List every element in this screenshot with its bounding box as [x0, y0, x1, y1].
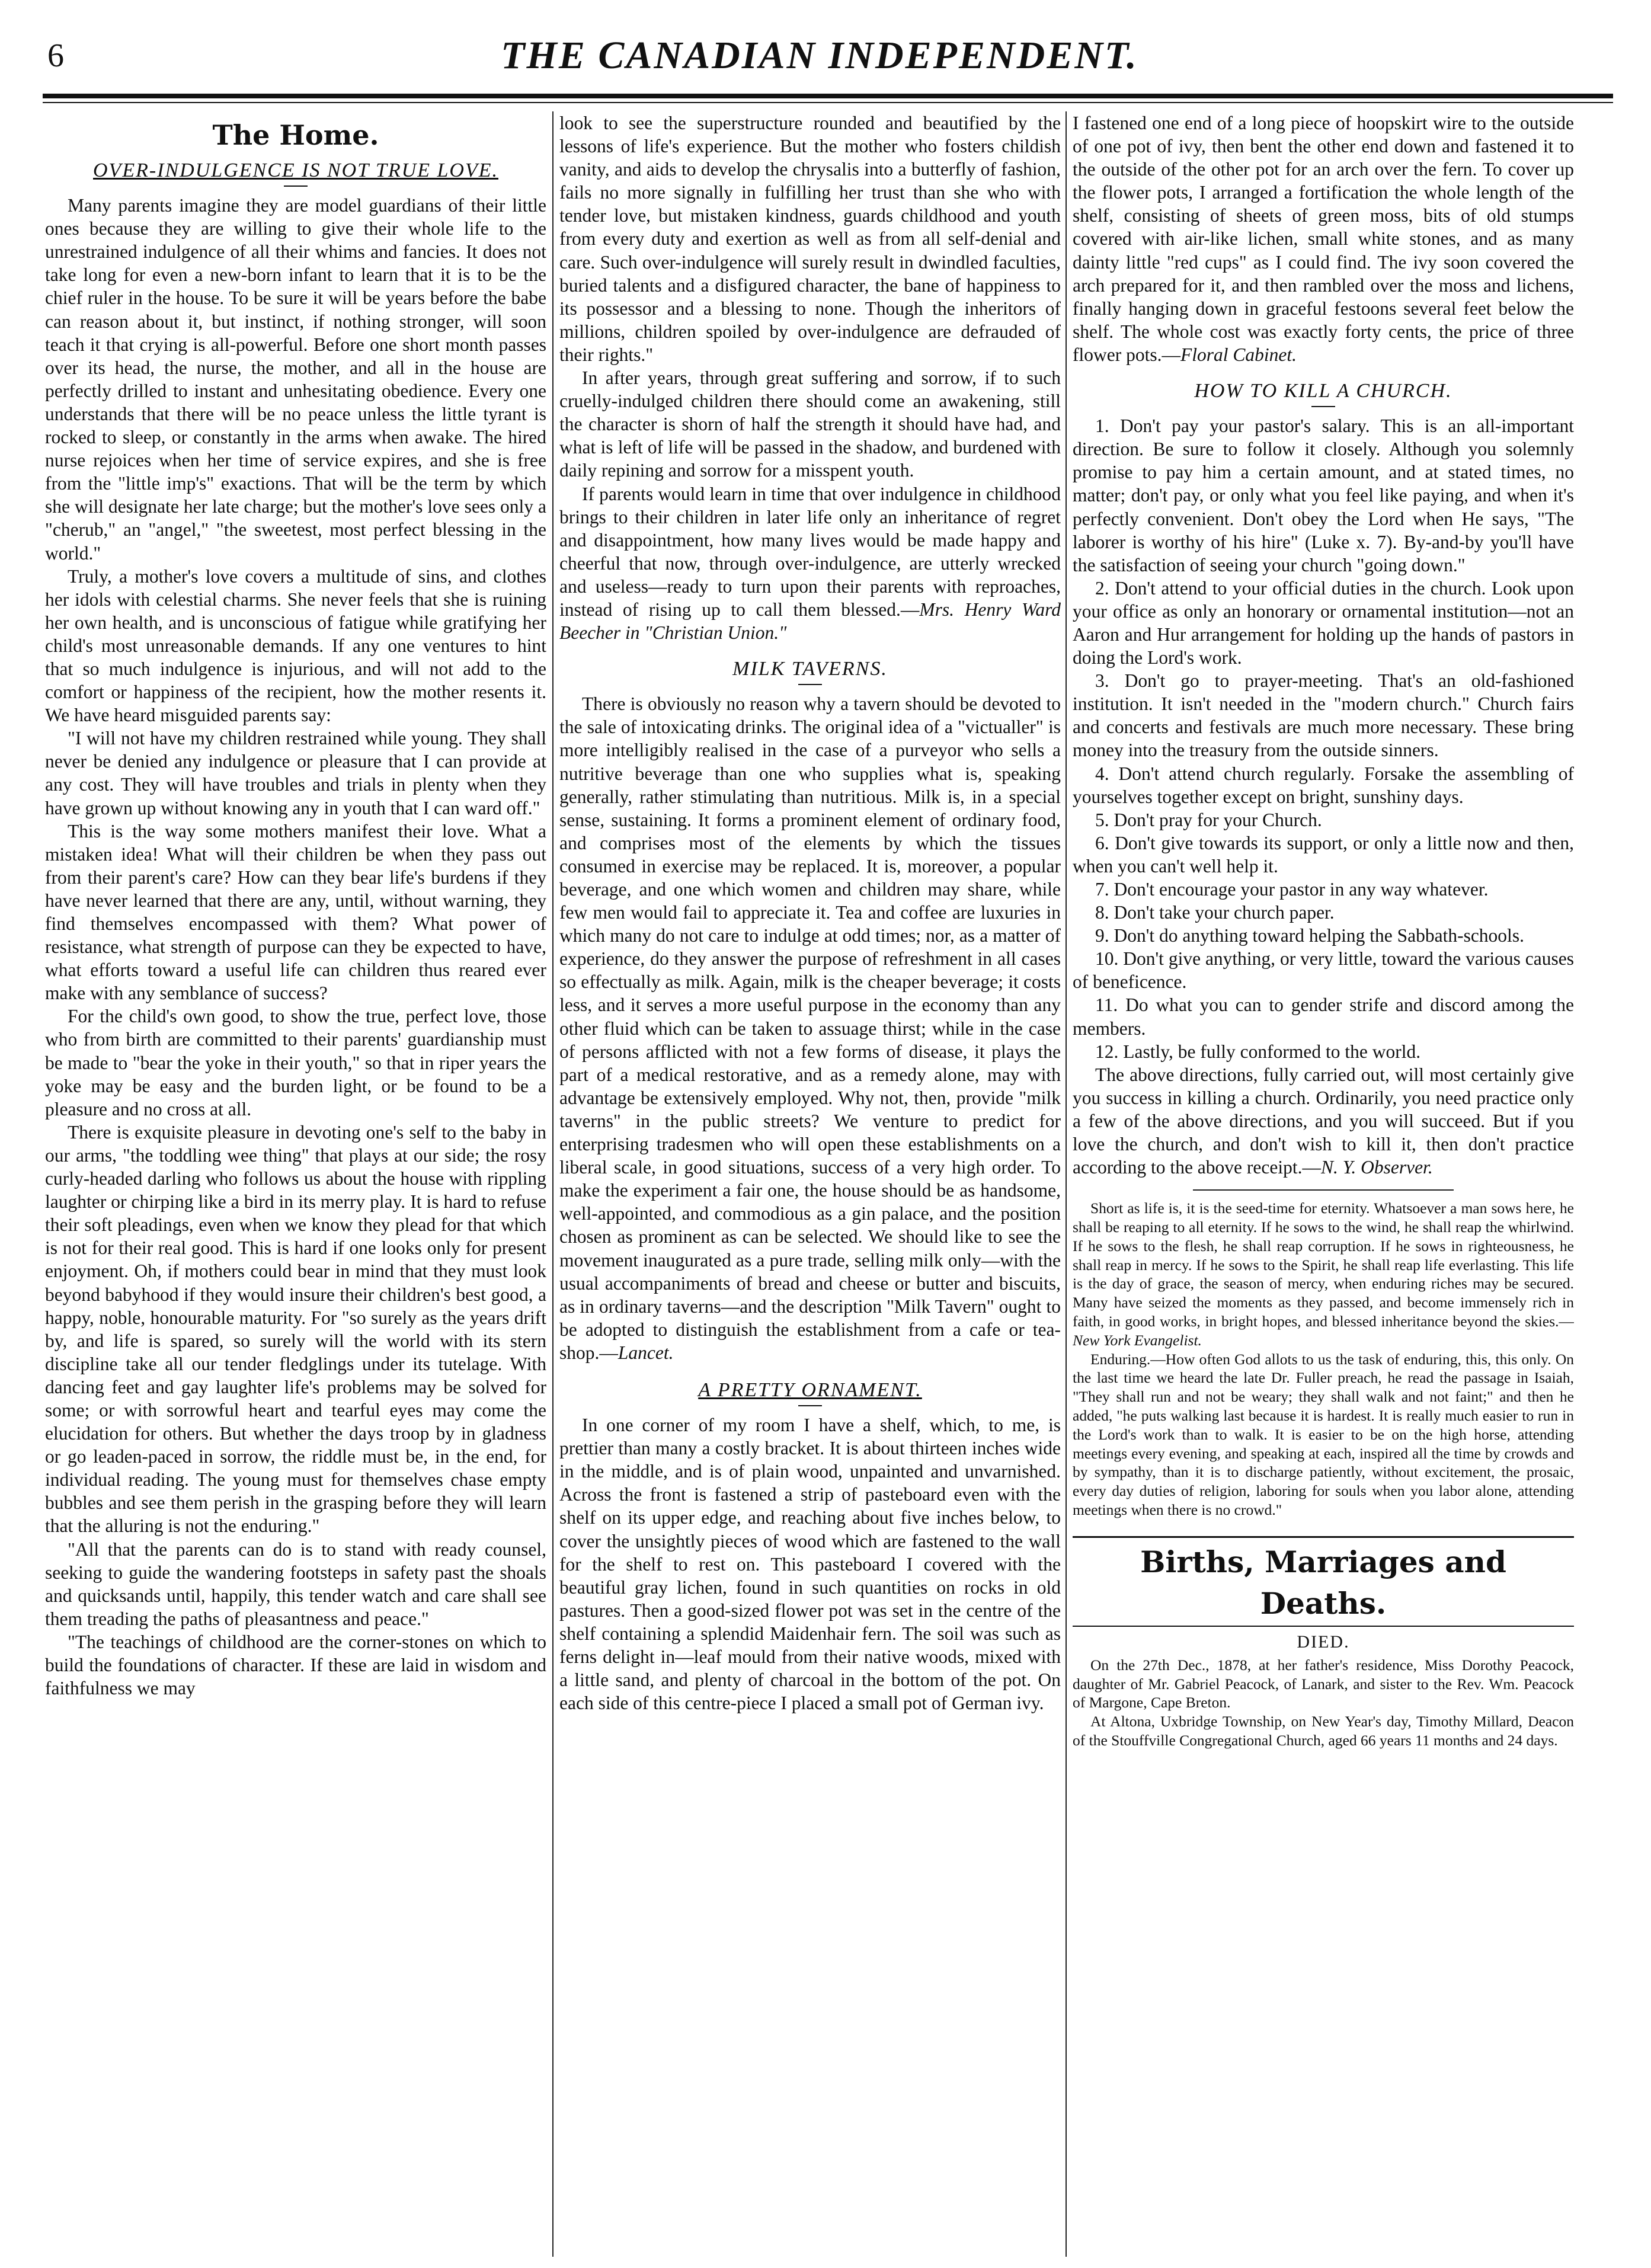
- paragraph: In one corner of my room I have a shelf, which, to me, is prettier than many a costly bracket. It is about thirteen inches wide in the middle, and is of plain wood, unpainted and unvarnished. Across the front is fastened a strip of pasteboard even with the shelf on its upper edge, and reaching about five inches below, to cover the unsightly pieces of wood which are fastened to the wall for the shelf to rest on. This pasteboard I covered with the beautiful gray lichen, found in such quantities on rocks in old pastures. Then a good-sized flower pot was set in the centre of the shelf containing a splendid Maidenhair fern. The soil was such as ferns delight in—leaf mould from their native woods, mixed with a little sand, and plenty of charcoal in the bottom of the pot. On each side of this centre-piece I placed a small pot of German ivy.: [559, 1415, 1061, 1714]
- paragraph: "All that the parents can do is to stand with ready counsel, seeking to guide the wandering footsteps in safety past the shoals and quicksands until, happily, this tender watch and care shall see them treading the paths of pleasantness and peace.": [45, 1538, 546, 1629]
- paragraph-text: Short as life is, it is the seed-time for eternity. Whatsoever a man sows here, he shall be reaping to all eternity. If he sows to the wind, he shall reap the whirlwind. If he sows to the flesh, he shall reap corruption. If he sows in righteousness, he shall reap in mercy. If he sows to the Spirit, he shall reap life everlasting. This life is the day of grace, the season of mercy, when enduring riches may be secured. Many have seized the moments as they passed, and become immensely rich in faith, in good works, in bright hopes, and blessed inheritance beyond the skies.—: [1073, 1199, 1574, 1330]
- list-item: 11. Do what you can to gender strife and discord among the members.: [1073, 994, 1574, 1039]
- short-items: [1073, 1199, 1574, 1520]
- list-item: 7. Don't encourage your pastor in any way whatever.: [1095, 879, 1489, 900]
- paragraph: Enduring.—How often God allots to us the task of enduring, this, this only. On the last time we heard the late Dr. Fuller preach, he read the passage in Isaiah, "They shall run and not be weary; they shall walk and not faint;" and then he added, "he puts walking last because it is hardest. It is really much easier to run in the Lord's work than to walk. It is easier to be on the high horse, attending meetings every evening, and speaking at each, inspired all the time by crowds and by sympathy, than it is to discharge patiently, without excitement, the prosaic, every day duties of religion, laboring for souls when you labor alone, attending meetings when there is no crowd.": [1073, 1350, 1574, 1518]
- column-divider-1: [552, 111, 553, 2257]
- article-byline: New York Evangelist.: [1073, 1331, 1202, 1349]
- article-byline: Mrs. Henry Ward Beecher in "Christian Union.": [559, 599, 1061, 644]
- title-dash: [284, 185, 308, 187]
- paragraph: [1073, 1199, 1574, 1349]
- divider-rule: [1193, 1189, 1454, 1191]
- list-item: 12. Lastly, be fully conformed to the world.: [1095, 1041, 1421, 1062]
- death-notices: [1073, 1656, 1574, 1750]
- paragraph: There is exquisite pleasure in devoting one's self to the baby in our arms, "the toddling wee thing" that plays at our side; the rosy curly-headed darling who follows us about the house with rippling laughter or chirping like a bird in its merry play. It is hard to refuse their soft pleadings, even when we know they plead for that which is not for their real good. This is hard if one looks only for present enjoyment. Oh, if mothers could bear in mind that they must look beyond babyhood if they would insure their children's best good, a happy, noble, honourable maturity. For "so surely as the years drift by, and life is spared, so surely will the world with its stern discipline take all our tender fledglings under its tutelage. With dancing feet and gay laughter life's problems may be solved for some; or with sorrowful heart and tearful eyes may come the elucidation for others. But whether the days troop by in gladness or go leaden-paced in sorrow, the riddle must be, in the end, for individual reading. The young must for themselves chase empty bubbles and see them perish in the grasping before they will learn that the alluring is not the enduring.": [45, 1121, 546, 1537]
- article-byline: Lancet.: [617, 1342, 674, 1363]
- paragraph: look to see the superstructure rounded and beautified by the lessons of life's experience. But the mother who fosters childish vanity, and aids to develop the chrysalis into a butterfly of fashion, fails no more signally in fulfilling her trust than she who with tender love, but mistaken kindness, guards childhood and youth from every duty and exertion as well as from all self-denial and care. Such over-indulgence will surely result in dwindled faculties, buried talents and a disfigured character, the bane of happiness to its possessor and a blessing to none. Though the inheritors of millions, children spoiled by over-indulgence are defrauded of their rights.": [559, 113, 1061, 365]
- header-rule-thick: [43, 94, 1613, 98]
- paragraph: [1073, 1063, 1574, 1179]
- list-item: 3. Don't go to prayer-meeting. That's an old-fashioned institution. It isn't needed in the "modern church." Church fairs and concerts and festivals are much more necessary. These bring money into the treasury from the outside sinners.: [1073, 670, 1574, 761]
- column-divider-2: [1066, 111, 1067, 2257]
- paragraph: Many parents imagine they are model guardians of their little ones because they are willing to give their whole life to the unrestrained indulgence of all their whims and fancies. It does not take long for even a new-born infant to learn that it is to be the chief ruler in the house. To be sure it will be years before the babe can reason about it, but instinct, if nothing stronger, will soon teach it that crying is all-powerful. Before one short month passes over its head, the nurse, the mother, and all in the house are perfectly drilled to instant and unhesitating obedience. Every one understands that there will be no peace unless the little tyrant is rocked to sleep, or constantly in the arms when awake. The hired nurse rejoices when her time of service expires, and she is free from the "little imp's" exactions. That will be the term by which she will designate her late charge; but the mother's love sees only a "cherub," an "angel," "the sweetest, most perfect blessing in the world.": [45, 195, 546, 564]
- births-marriages-deaths-heading: Births, Marriages and Deaths.: [1073, 1536, 1574, 1627]
- paragraph: [559, 692, 1061, 1364]
- paragraph: "The teachings of childhood are the corner-stones on which to build the foundations of character. If these are laid in wisdom and faithfulness we may: [45, 1631, 546, 1699]
- title-dash: [798, 1405, 822, 1406]
- page-header: [24, 34, 1615, 84]
- list-item: 5. Don't pray for your Church.: [1095, 809, 1322, 830]
- column-3: [1073, 111, 1574, 2257]
- page-number: 6: [47, 37, 64, 74]
- paragraph: In after years, through great suffering and sorrow, if to such cruelly-indulged children there should come an awakening, still the character is shorn of half the strength it should have had, and what is left of life will be passed in the shadow, and burdened with daily repining and sorrow for a misspent youth.: [559, 367, 1061, 481]
- header-rule-thin: [43, 102, 1613, 103]
- paragraph-text: There is obviously no reason why a tavern should be devoted to the sale of intoxicating drinks. The original idea of a "victualler" is more intelligibly realised in the case of a purveyor who sells a nutritive beverage than one who supplies what is, speaking generally, rather stimulating than nutritious. Milk is, in a special sense, sustaining. It forms a prominent element of ordinary food, and comprises most of the elements by which the tissues consumed in exercise may be replaced. It is, moreover, a popular beverage, and one which women and children may share, while few men would fail to appreciate it. Tea and coffee are luxuries in which many do not care to indulge at odd times; nor, as a matter of experience, do they answer the purpose of refreshment in all cases so effectually as milk. Again, milk is the cheaper beverage; it costs less, and it serves a more useful purpose in the economy than any other fluid which can be taken to assuage thirst; while in the case of persons afflicted with not a few forms of disease, it plays the part of a medical restorative, and as a remedy alone, may with advantage be extensively employed. Why not, then, provide "milk taverns" in the public streets? We venture to predict for enterprising tradesmen who will open these establishments on a liberal scale, in good situations, success of a very high order. To make the experiment a fair one, the house should be as handsome, well-appointed, and commodious as a gin palace, and the position chosen as prominent as can be selected. We should like to see the movement inaugurated as a pure trade, selling milk only—with the usual accompaniments of bread and cheese or butter and biscuits, as in ordinary taverns—and the description "Milk Tavern" ought to be adopted to distinguish the establishment from a cafe or tea-shop.—: [559, 693, 1061, 1363]
- list-item: 10. Don't give anything, or very little, toward the various causes of beneficence.: [1073, 948, 1574, 993]
- masthead-title: THE CANADIAN INDEPENDENT.: [501, 34, 1138, 77]
- column-2: [559, 111, 1061, 2257]
- article-title-pretty-ornament: A PRETTY ORNAMENT.: [698, 1378, 922, 1401]
- list-item: 9. Don't do anything toward helping the Sabbath-schools.: [1095, 925, 1524, 946]
- paragraph: For the child's own good, to show the true, perfect love, those who from birth are committed to their parents' guardianship must be made to "bear the yoke in their youth," so that in riper years the yoke may be easy and the burden light, or be found to be a pleasure and no cross at all.: [45, 1006, 546, 1119]
- list-item: 2. Don't attend to your official duties in the church. Look upon your office as only an honorary or ornamental institution—not an Aaron and Hur arrangement for holding up the hands of pastors in doing the Lord's work.: [1073, 577, 1574, 668]
- death-notice: On the 27th Dec., 1878, at her father's residence, Miss Dorothy Peacock, daughter of Mr. Gabriel Peacock, of Lanark, and sister to the Rev. Wm. Peacock of Margone, Cape Breton.: [1073, 1656, 1574, 1712]
- article-title-milk-taverns: MILK TAVERNS.: [732, 658, 888, 680]
- died-label: DIED.: [1297, 1632, 1350, 1652]
- title-dash: [1311, 406, 1335, 407]
- article-title-how-to-kill-a-church: HOW TO KILL A CHURCH.: [1194, 380, 1452, 402]
- column-1: [45, 111, 546, 2257]
- paragraph-text: If parents would learn in time that over indulgence in childhood brings to their children in later life only an inheritance of regret and disappointment, how many lives would be made happy and cheerful that now, through over-indulgence, are utterly wrecked and useless—ready to turn upon their parents with reproaches, instead of rising up to call them blessed.—: [559, 483, 1061, 620]
- paragraph: Truly, a mother's love covers a multitude of sins, and clothes her idols with celestial charms. She never feels that she is ruining her own health, and is unconscious of fatigue while gratifying her child's most unreasonable demands. If any one ventures to hint that so much indulgence is injurious, and will not add to the comfort or happiness of the recipient, how the mother resents it. We have heard misguided parents say:: [45, 565, 546, 726]
- paragraph: [559, 482, 1061, 645]
- death-notice: At Altona, Uxbridge Township, on New Year's day, Timothy Millard, Deacon of the Stouffville Congregational Church, aged 66 years 11 months and 24 days.: [1073, 1713, 1574, 1749]
- list-item: 6. Don't give towards its support, or only a little now and then, when you can't well help it.: [1073, 832, 1574, 877]
- list-item: 4. Don't attend church regularly. Forsake the assembling of yourselves together except on bright, sunshiny days.: [1073, 763, 1574, 807]
- paragraph: This is the way some mothers manifest their love. What a mistaken idea! What will their children be when they pass out from their parent's care? How can they bear life's burdens if they have never learned that there are any, until, without warning, they find themselves encompassed with them? What power of resistance, what strength of purpose can they be expected to have, what efforts toward a useful life can children thus reared ever make with any semblance of success?: [45, 820, 546, 1004]
- article-byline: Floral Cabinet.: [1180, 344, 1297, 365]
- list-item: 1. Don't pay your pastor's salary. This is an all-important direction. Be sure to follow it closely. Although you solemnly promise to pay him a certain amount, and at stated times, no matter; don't pay, or only what you feel like paying, and when it's perfectly convenient. Don't obey the Lord when He says, "The laborer is worthy of his hire" (Luke x. 7). By-and-by you'll have the satisfaction of seeing your church "going down.": [1073, 415, 1574, 575]
- paragraph-text: The above directions, fully carried out, will most certainly give you success in killing a church. Ordinarily, you need practice only a few of the above directions, and you will succeed. But if you love the church, and don't wish to kill it, then don't practice according to the above receipt.—: [1073, 1064, 1574, 1178]
- article-title-over-indulgence: OVER-INDULGENCE IS NOT TRUE LOVE.: [93, 159, 498, 181]
- list-item: 8. Don't take your church paper.: [1095, 902, 1335, 923]
- title-dash: [798, 684, 822, 685]
- paragraph: "I will not have my children restrained while young. They shall never be denied any indulgence or pleasure that I can provide at any cost. They will have troubles and trials in plenty when they have grown up without knowing any in youth that I can ward off.": [45, 728, 546, 818]
- paragraph-text: I fastened one end of a long piece of hoopskirt wire to the outside of one pot of ivy, then bent the other end down and fastened it to the outside of the other pot for an arch over the fern. To cover up the flower pots, I arranged a fortification the whole length of the shelf, consisting of sheets of green moss, bits of old stumps covered with air-like lichen, small white stones, and as many dainty little "red cups" as I could find. The ivy soon covered the arch prepared for it, and then rambled over the moss and lichens, finally hanging down in graceful festoons several feet below the shelf. The whole cost was exactly forty cents, the price of three flower pots.—: [1073, 113, 1574, 365]
- paragraph: [1073, 111, 1574, 366]
- article-byline: N. Y. Observer.: [1320, 1157, 1433, 1178]
- section-heading-the-home: The Home.: [212, 119, 379, 151]
